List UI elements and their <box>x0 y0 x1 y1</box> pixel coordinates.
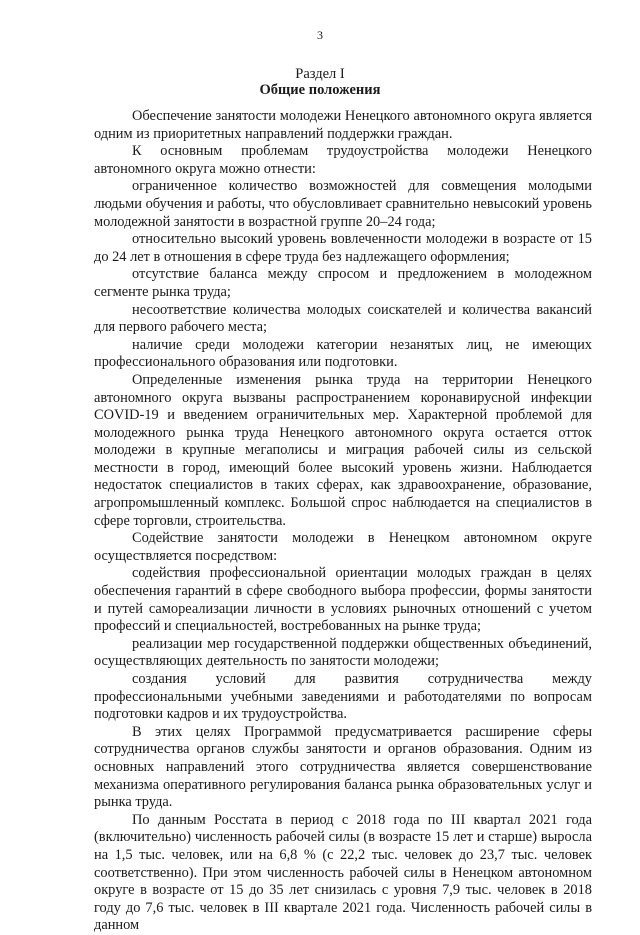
paragraph: Содействие занятости молодежи в Ненецком автономном округе осуществляется посредством: <box>94 530 592 564</box>
paragraph: несоответствие количества молодых соискателей и количества вакансий для первого рабочего места; <box>94 301 592 336</box>
page-number: 3 <box>317 28 323 42</box>
paragraph: Обеспечение занятости молодежи Ненецкого автономного округа является одним из приоритетных направлений поддержки граждан. <box>94 108 592 142</box>
document-body <box>94 108 592 935</box>
paragraph: К основным проблемам трудоустройства молодежи Ненецкого автономного округа можно отнести: <box>94 143 592 177</box>
paragraph: Определенные изменения рынка труда на территории Ненецкого автономного округа вызваны распространением коронавирусной инфекции COVID-19 и введением ограничительных мер. Характерной проблемой для молодежного рынка труда Ненецкого автономного округа остается отток молодежи в крупные мегаполисы и миграция рабочей силы из сельской местности в город, имеющий более высокий уровень жизни. Наблюдается недостаток специалистов в таких сферах, как здравоохранение, образование, агропромышленный комплекс. Большой спрос наблюдается на специалистов в сфере торговли, строительства. <box>94 371 592 529</box>
paragraph: реализации мер государственной поддержки общественных объединений, осуществляющих деятельность по занятости молодежи; <box>94 635 592 670</box>
paragraph: отсутствие баланса между спросом и предложением в молодежном сегменте рынка труда; <box>94 266 592 300</box>
section-title: Общие положения <box>259 82 381 98</box>
paragraph: ограниченное количество возможностей для совмещения молодыми людьми обучения и работы, что обусловливает сравнительно невысокий уровень молодежной занятости в возрастной группе 20–24 года; <box>94 178 592 230</box>
paragraph: наличие среди молодежи категории незанятых лиц, не имеющих профессионального образования или подготовки. <box>94 336 592 371</box>
paragraph: содействия профессиональной ориентации молодых граждан в целях обеспечения гарантий в сфере свободного выбора профессии, формы занятости и путей самореализации личности в условиях рыночных отношений с учетом профессий и специальностей, востребованных на рынке труда; <box>94 565 592 635</box>
section-label: Раздел I <box>295 66 345 82</box>
paragraph: В этих целях Программой предусматривается расширение сферы сотрудничества органов службы занятости и органов образования. Одним из основных направлений этого сотрудничества является совершенствование механизма оперативного регулирования баланса рынка образовательных услуг и рынка труда. <box>94 723 592 811</box>
paragraph: По данным Росстата в период с 2018 года по III квартал 2021 года (включительно) численность рабочей силы (в возрасте 15 лет и старше) выросла на 1,5 тыс. человек, или на 6,8 % (с 22,2 тыс. человек до 23,7 тыс. человек соответственно). При этом численность рабочей силы в Ненецком автономном округе в возрасте от 15 до 35 лет снизилась с уровня 7,9 тыс. человек в 2018 году до 7,6 тыс. человек в III квартале 2021 года. Численность рабочей силы в данном <box>94 811 592 934</box>
paragraph: относительно высокий уровень вовлеченности молодежи в возрасте от 15 до 24 лет в отношения в сфере труда без надлежащего оформления; <box>94 231 592 265</box>
paragraph: создания условий для развития сотрудничества между профессиональными учебными заведениями и работодателями по вопросам подготовки кадров и их трудоустройства. <box>94 671 592 723</box>
